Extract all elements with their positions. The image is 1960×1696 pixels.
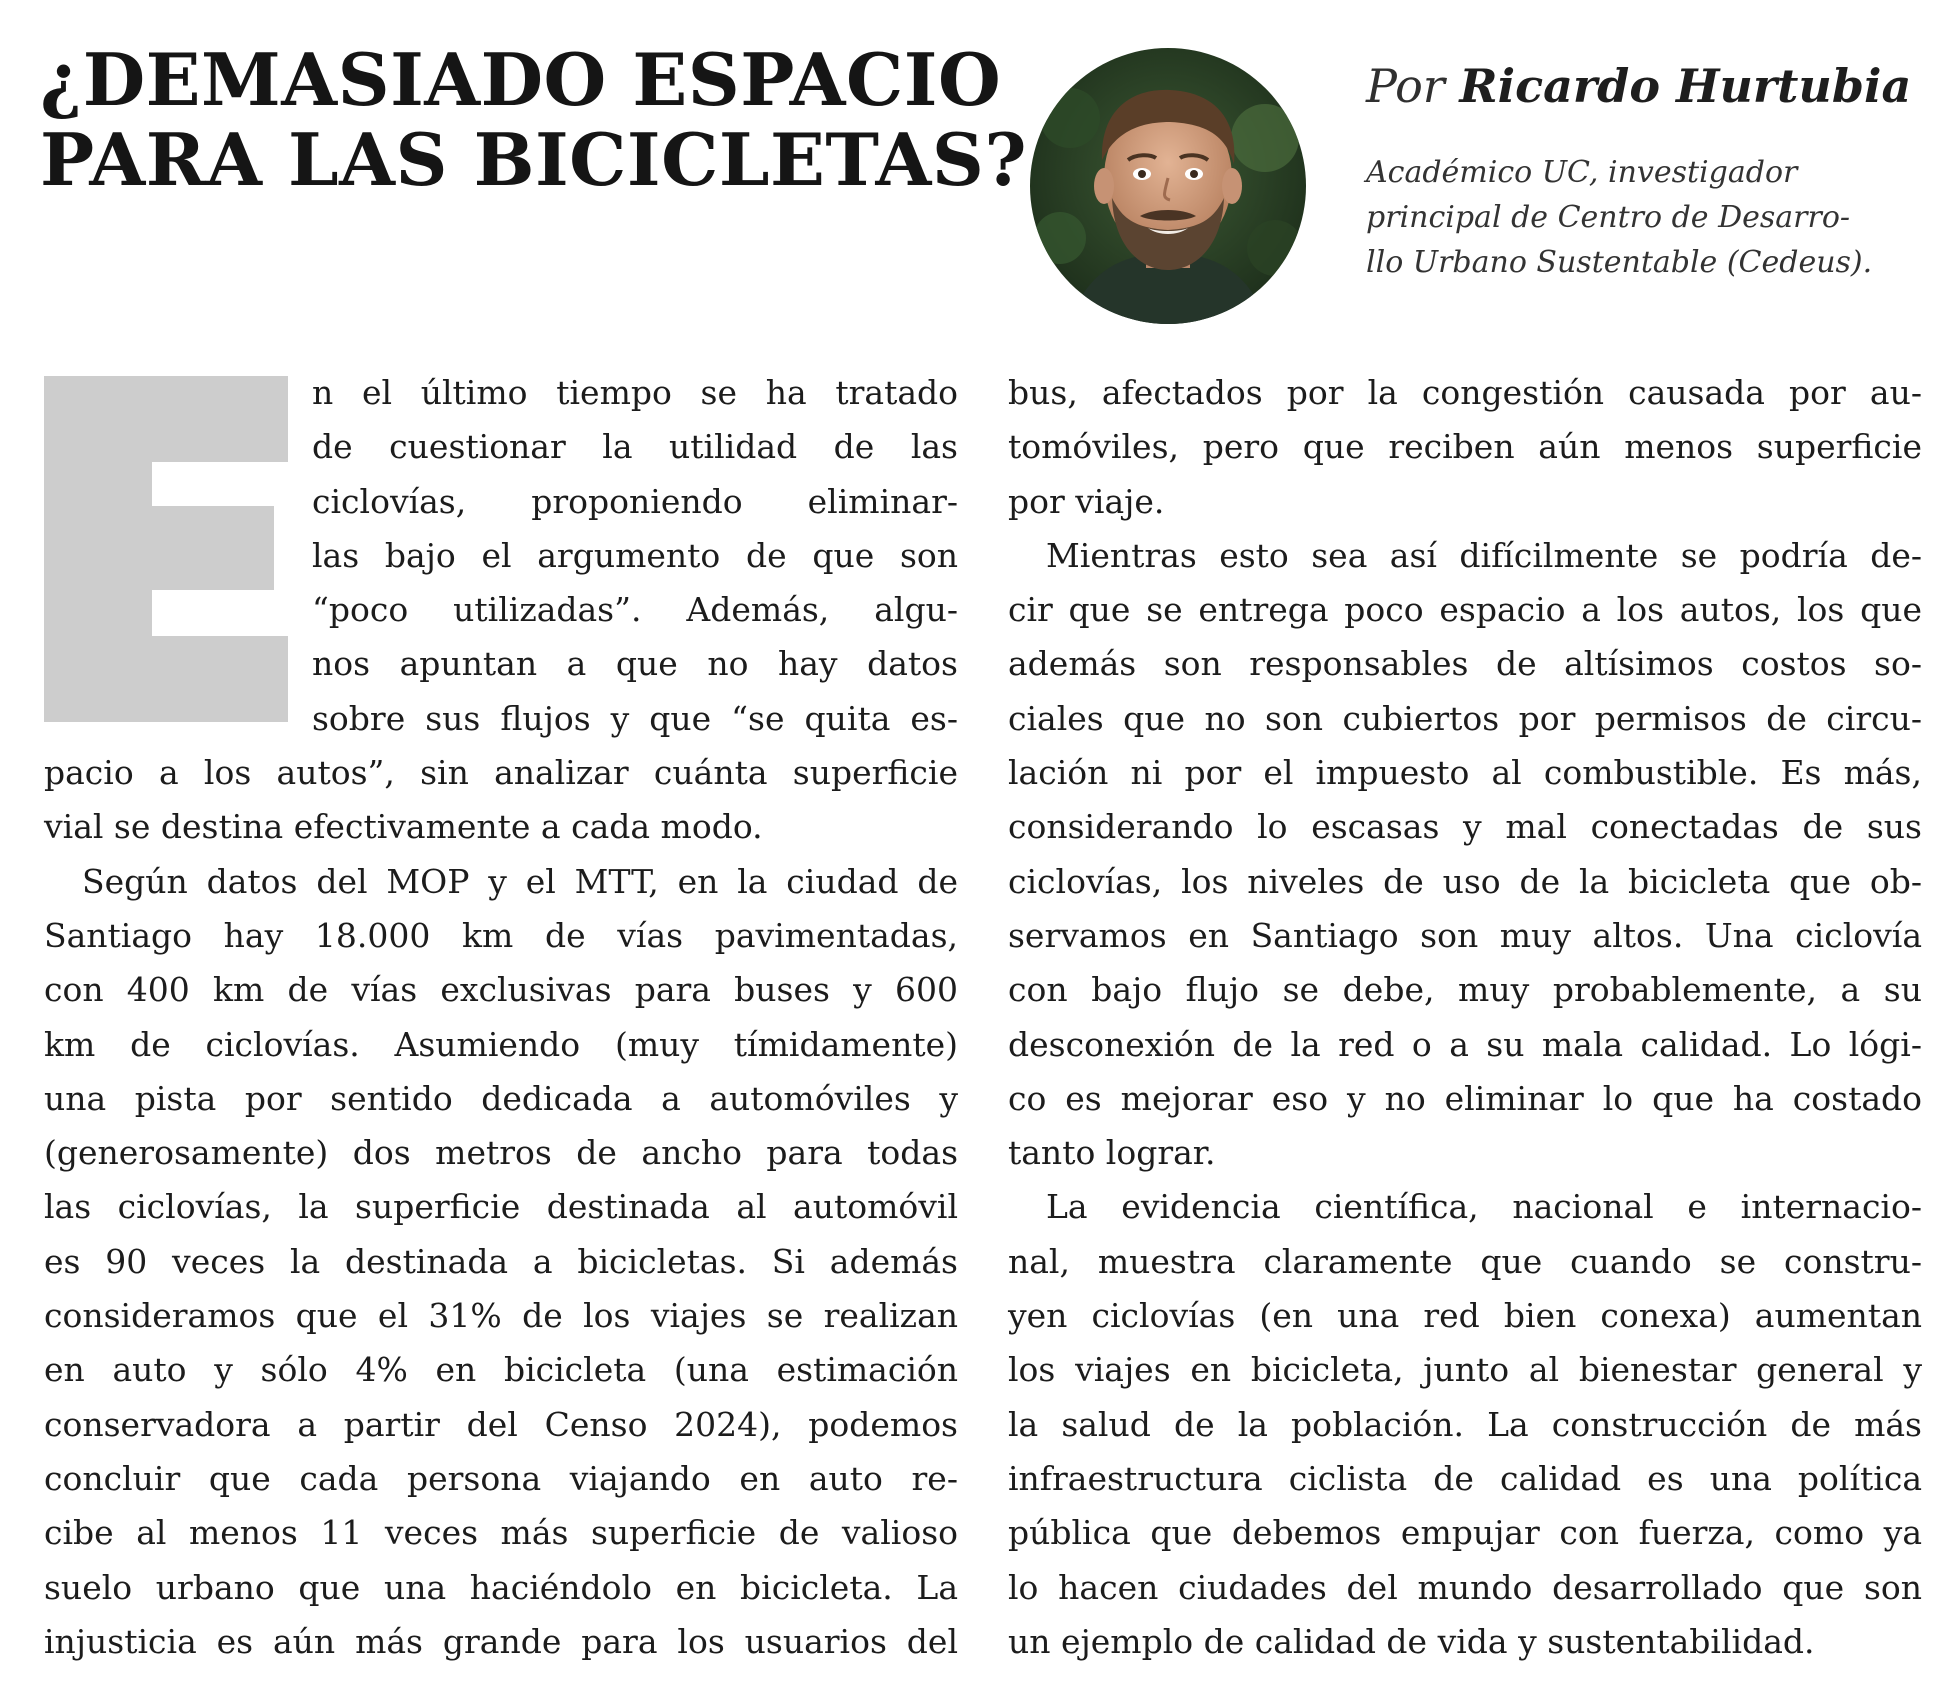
paragraph-line: además son responsables de altísimos costos so- <box>1008 644 1922 684</box>
paragraph-line: considerando lo escasas y mal conectadas de sus <box>1008 807 1922 847</box>
byline-prefix: Por <box>1366 59 1445 113</box>
paragraph-line: en auto y sólo 4% en bicicleta (una estimación <box>44 1350 958 1390</box>
author-bio-line: principal de Centro de Desarro- <box>1366 200 1851 235</box>
paragraph-line: nal, muestra claramente que cuando se constru- <box>1008 1241 1922 1281</box>
paragraph-line: Mientras esto sea así difícilmente se podría de- <box>1046 535 1922 575</box>
paragraph-line: con bajo flujo se debe, muy probablemente, a su <box>1008 970 1922 1010</box>
author-bio-line: Académico UC, investigador <box>1366 155 1798 190</box>
paragraph-line: “poco utilizadas”. Además, algu- <box>312 590 958 630</box>
paragraph-line: co es mejorar eso y no eliminar lo que ha costado <box>1008 1078 1922 1118</box>
paragraph-line: Según datos del MOP y el MTT, en la ciudad de <box>82 861 958 901</box>
paragraph-line: (generosamente) dos metros de ancho para todas <box>44 1133 958 1173</box>
paragraph-line: tomóviles, pero que reciben aún menos superficie <box>1008 427 1922 467</box>
paragraph-line: cir que se entrega poco espacio a los autos, los que <box>1008 590 1922 630</box>
paragraph-line: consideramos que el 31% de los viajes se realizan <box>44 1296 958 1336</box>
byline <box>1366 56 1911 116</box>
article-column-right <box>1008 366 1922 1669</box>
paragraph-line: los viajes en bicicleta, junto al bienestar general y <box>1008 1350 1922 1390</box>
headline-line-1: ¿DEMASIADO ESPACIO <box>40 37 1002 122</box>
paragraph-line: de cuestionar la utilidad de las <box>312 427 958 467</box>
author-bio <box>1366 150 1926 285</box>
paragraph-line: nos apuntan a que no hay datos <box>312 644 958 684</box>
headline <box>40 37 1028 202</box>
paragraph-line: por viaje. <box>1008 481 1165 521</box>
paragraph-line: desconexión de la red o a su mala calidad. Lo lógi- <box>1008 1024 1922 1064</box>
paragraph-line: lo hacen ciudades del mundo desarrollado que son <box>1008 1567 1922 1607</box>
paragraph-line: con 400 km de vías exclusivas para buses y 600 <box>44 970 958 1010</box>
paragraph-line: bus, afectados por la congestión causada por au- <box>1008 373 1922 412</box>
paragraph-line: Santiago hay 18.000 km de vías pavimentadas, <box>44 915 958 955</box>
paragraph-line: cibe al menos 11 veces más superficie de valioso <box>44 1513 958 1553</box>
paragraph-line: n el último tiempo se ha tratado <box>312 373 958 412</box>
paragraph-line: las ciclovías, la superficie destinada al automóvil <box>44 1187 958 1227</box>
paragraph-line: infraestructura ciclista de calidad es una política <box>1008 1458 1922 1498</box>
paragraph-line: suelo urbano que una haciéndolo en bicicleta. La <box>44 1567 958 1607</box>
paragraph-line: pacio a los autos”, sin analizar cuánta superficie <box>44 753 958 793</box>
paragraph-line: tanto lograr. <box>1008 1133 1216 1173</box>
article-column-left <box>44 366 958 1669</box>
paragraph-line: las bajo el argumento de que son <box>312 535 958 575</box>
paragraph-line: una pista por sentido dedicada a automóviles y <box>44 1078 958 1118</box>
paragraph-line: ciclovías, los niveles de uso de la bicicleta que ob- <box>1008 861 1922 901</box>
paragraph-line: ciclovías, proponiendo eliminar- <box>312 481 958 521</box>
paragraph-line: ciales que no son cubiertos por permisos de circu- <box>1008 698 1922 738</box>
author-name: Ricardo Hurtubia <box>1459 59 1912 113</box>
paragraph-line: servamos en Santiago son muy altos. Una ciclovía <box>1008 915 1922 955</box>
paragraph-line: la salud de la población. La construcción de más <box>1008 1404 1922 1444</box>
paragraph-line: concluir que cada persona viajando en auto re- <box>44 1458 958 1498</box>
author-photo <box>1030 48 1306 324</box>
paragraph-line: pública que debemos empujar con fuerza, como ya <box>1008 1513 1922 1553</box>
paragraph-line: La evidencia científica, nacional e internacio- <box>1046 1187 1922 1227</box>
paragraph-line: es 90 veces la destinada a bicicletas. Si además <box>44 1241 958 1281</box>
author-bio-line: llo Urbano Sustentable (Cedeus). <box>1366 245 1873 280</box>
paragraph-line: injusticia es aún más grande para los usuarios del <box>44 1621 958 1661</box>
dropcap-letter-e <box>44 376 288 722</box>
paragraph-line: conservadora a partir del Censo 2024), podemos <box>44 1404 958 1444</box>
headline-line-2: PARA LAS BICICLETAS? <box>40 117 1028 202</box>
paragraph-line: km de ciclovías. Asumiendo (muy tímidamente) <box>44 1024 958 1064</box>
paragraph-line: un ejemplo de calidad de vida y sustentabilidad. <box>1008 1621 1815 1661</box>
paragraph-line: lación ni por el impuesto al combustible. Es más, <box>1008 753 1922 793</box>
paragraph-line: yen ciclovías (en una red bien conexa) aumentan <box>1008 1296 1922 1336</box>
paragraph-line: sobre sus flujos y que “se quita es- <box>312 698 958 738</box>
paragraph-line: vial se destina efectivamente a cada modo. <box>44 807 763 847</box>
